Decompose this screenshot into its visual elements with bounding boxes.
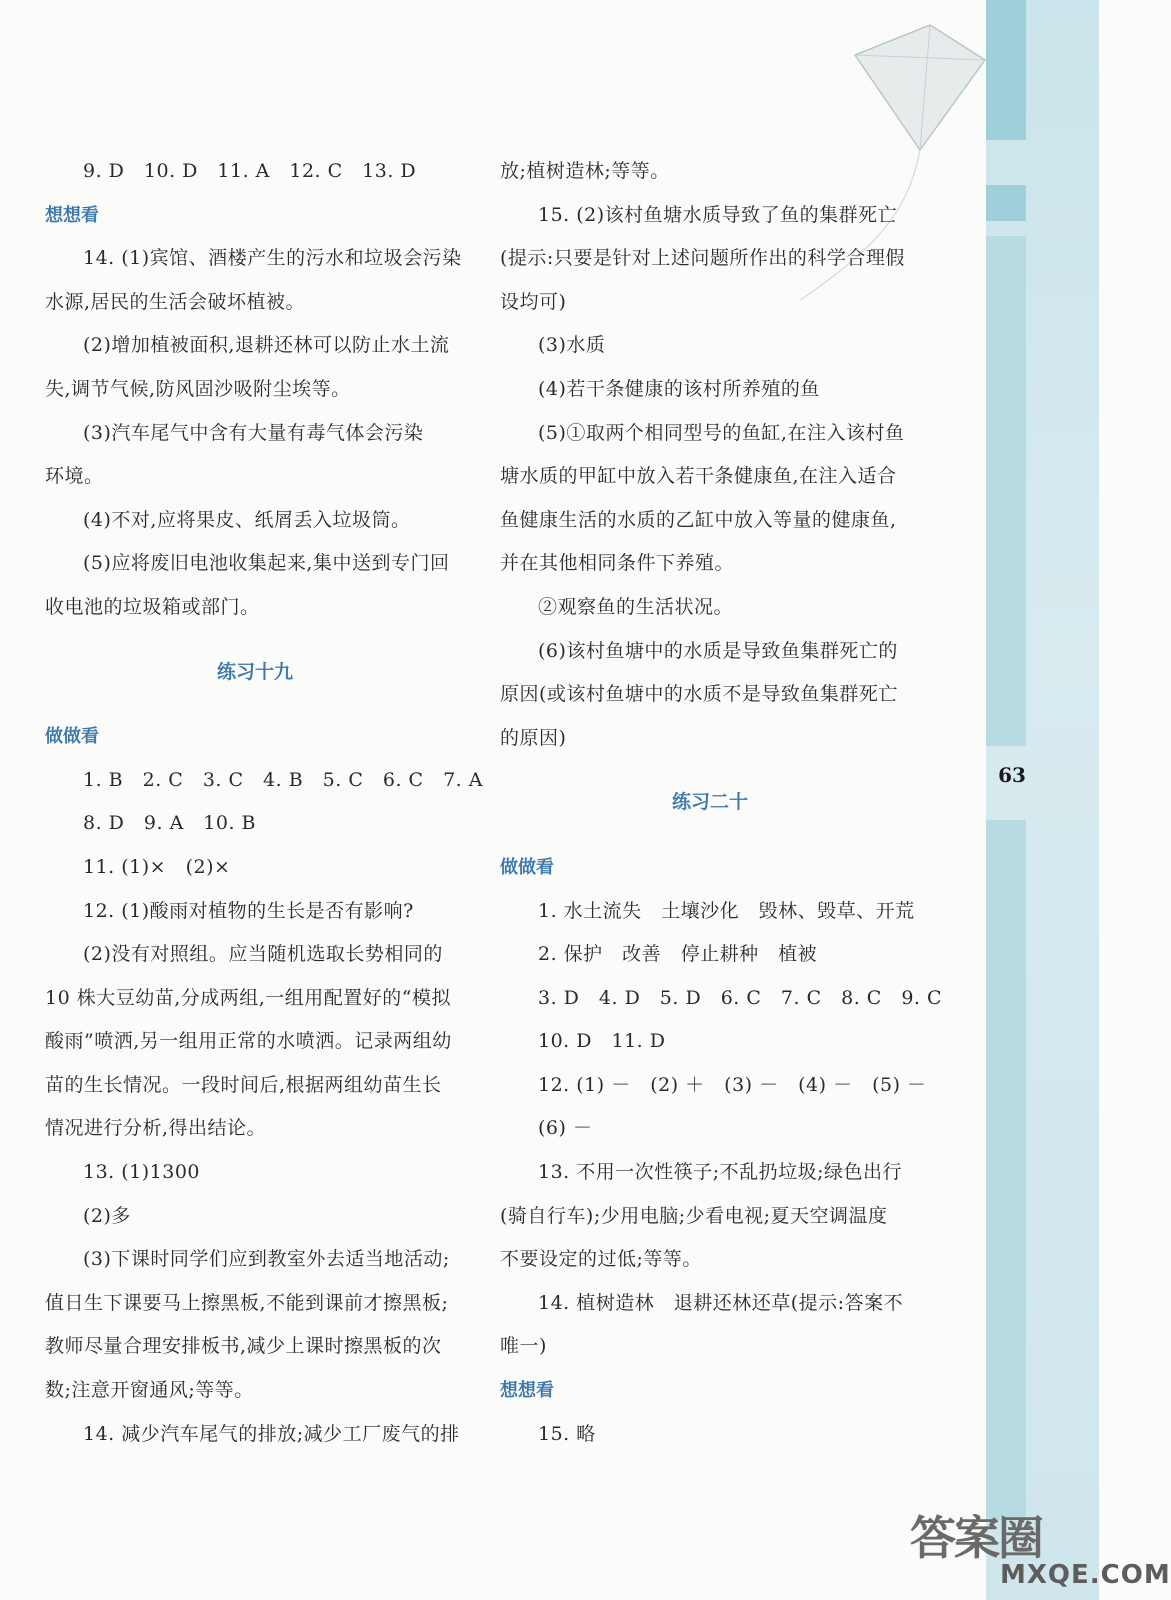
- answer-line: 原因(或该村鱼塘中的水质不是导致鱼集群死亡: [500, 683, 898, 706]
- answer-line: (3)水质: [538, 334, 606, 357]
- answer-line: 3. D 4. D 5. D 6. C 7. C 8. C 9. C: [538, 986, 943, 1009]
- answer-line: 9. D 10. D 11. A 12. C 13. D: [83, 160, 417, 182]
- section-heading: 做做看: [500, 856, 554, 878]
- watermark-logo: 答案圈: [910, 1511, 1042, 1565]
- answer-line: 数;注意开窗通风;等等。: [45, 1379, 254, 1402]
- answer-line: 13. (1)1300: [83, 1161, 201, 1184]
- answer-line: 15. 略: [538, 1422, 596, 1445]
- answer-line: 1. B 2. C 3. C 4. B 5. C 6. C 7. A: [83, 768, 483, 791]
- answer-line: 12. (1) － (2) ＋ (3) － (4) － (5) －: [538, 1073, 927, 1096]
- answer-line: (3)汽车尾气中含有大量有毒气体会污染: [83, 421, 424, 444]
- answer-line: 13. 不用一次性筷子;不乱扔垃圾;绿色出行: [538, 1161, 903, 1184]
- answer-line: 14. 植树造林 退耕还林还草(提示:答案不: [538, 1291, 904, 1314]
- answer-line: (6)该村鱼塘中的水质是导致鱼集群死亡的: [538, 639, 898, 662]
- answer-line: 8. D 9. A 10. B: [83, 812, 257, 835]
- answer-line: 12. (1)酸雨对植物的生长是否有影响?: [83, 899, 414, 922]
- answer-line: 塘水质的甲缸中放入若干条健康鱼,在注入适合: [500, 465, 897, 488]
- answer-line: (5)①取两个相同型号的鱼缸,在注入该村鱼: [538, 421, 905, 444]
- answer-line: 苗的生长情况。一段时间后,根据两组幼苗生长: [45, 1073, 442, 1096]
- answer-line: (2)没有对照组。应当随机选取长势相同的: [83, 943, 443, 966]
- answer-line: (4)不对,应将果皮、纸屑丢入垃圾筒。: [83, 508, 411, 531]
- answer-line: 15. (2)该村鱼塘水质导致了鱼的集群死亡: [538, 203, 898, 226]
- left-column: [45, 150, 483, 1456]
- answer-line: 2. 保护 改善 停止耕种 植被: [538, 943, 818, 966]
- answer-line: 水源,居民的生活会破坏植被。: [45, 290, 306, 313]
- section-heading: 想想看: [500, 1380, 554, 1402]
- answer-line: 不要设定的过低;等等。: [500, 1248, 702, 1271]
- answer-line: 收电池的垃圾箱或部门。: [45, 595, 260, 618]
- answer-line: (5)应将废旧电池收集起来,集中送到专门回: [83, 552, 450, 575]
- answer-line: 的原因): [500, 726, 567, 749]
- answer-line: (2)多: [83, 1204, 131, 1227]
- answer-line: 10 株大豆幼苗,分成两组,一组用配置好的“模拟: [45, 986, 452, 1009]
- section-heading: 做做看: [45, 726, 99, 748]
- answer-line: 14. 减少汽车尾气的排放;减少工厂废气的排: [83, 1422, 460, 1445]
- answer-line: 放;植树造林;等等。: [500, 160, 670, 182]
- answer-line: 环境。: [45, 465, 104, 488]
- answer-line: 唯一): [500, 1335, 547, 1358]
- answer-line: 1. 水土流失 土壤沙化 毁林、毁草、开荒: [538, 899, 915, 922]
- answer-line: (6) －: [538, 1117, 593, 1140]
- answer-line: 值日生下课要马上擦黑板,不能到课前才擦黑板;: [45, 1291, 449, 1314]
- answer-line: (4)若干条健康的该村所养殖的鱼: [538, 377, 820, 400]
- answer-line: 并在其他相同条件下养殖。: [500, 552, 735, 575]
- answer-line: 酸雨”喷洒,另一组用正常的水喷洒。记录两组幼: [45, 1030, 452, 1053]
- exercise-title: 练习二十: [671, 791, 748, 814]
- answer-line: (骑自行车);少用电脑;少看电视;夏天空调温度: [500, 1204, 888, 1227]
- answer-line: 教师尽量合理安排板书,减少上课时擦黑板的次: [45, 1335, 442, 1358]
- answer-line: (3)下课时同学们应到教室外去适当地活动;: [83, 1248, 450, 1271]
- answer-line: 10. D 11. D: [538, 1030, 666, 1053]
- answer-line: ②观察鱼的生活状况。: [538, 595, 734, 618]
- answer-line: (2)增加植被面积,退耕还林可以防止水土流: [83, 334, 450, 357]
- section-heading: 想想看: [45, 204, 99, 226]
- sidebar-tab: [986, 820, 1026, 1520]
- answer-line: 11. (1)× (2)×: [83, 855, 231, 878]
- exercise-title: 练习十九: [216, 660, 293, 683]
- answer-line: 失,调节气候,防风固沙吸附尘埃等。: [45, 377, 351, 400]
- answer-line: 情况进行分析,得出结论。: [45, 1117, 267, 1140]
- answer-line: 设均可): [500, 290, 567, 313]
- answer-line: (提示:只要是针对上述问题所作出的科学合理假: [500, 247, 905, 270]
- watermark-site: MXQE.COM: [1000, 1560, 1171, 1590]
- answer-line: 14. (1)宾馆、酒楼产生的污水和垃圾会污染: [83, 247, 462, 270]
- answer-line: 鱼健康生活的水质的乙缸中放入等量的健康鱼,: [500, 508, 897, 531]
- page-number: 63: [998, 763, 1026, 787]
- right-column: [500, 150, 943, 1456]
